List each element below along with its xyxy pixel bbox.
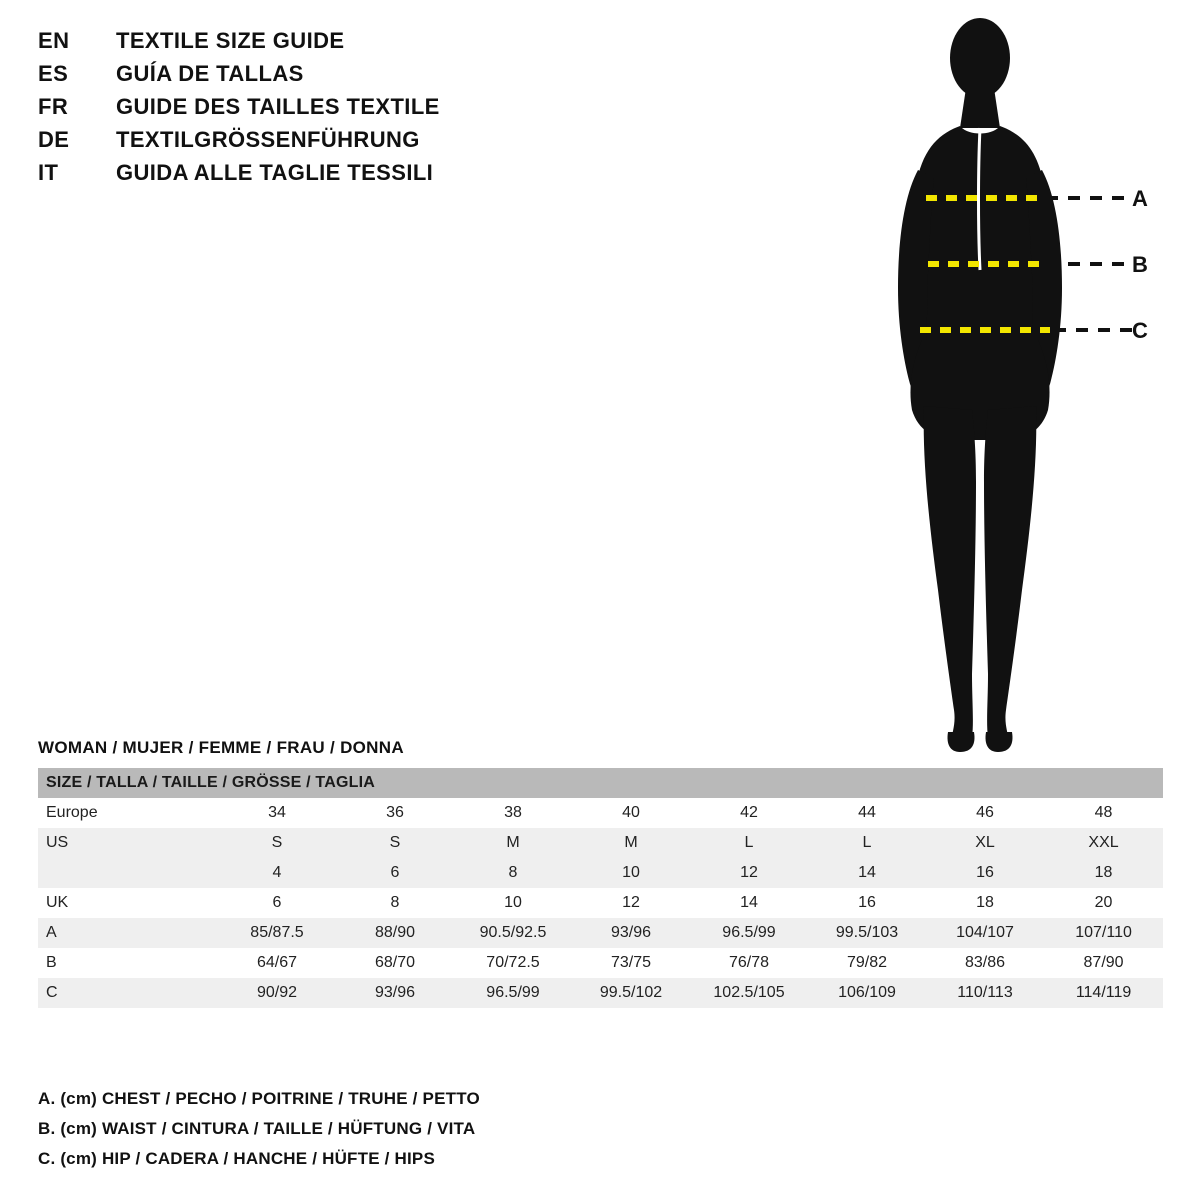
cell: 8: [454, 858, 572, 888]
cell: 40: [572, 798, 690, 828]
cell: 102.5/105: [690, 978, 808, 1008]
cell: S: [336, 828, 454, 858]
legend-line-b: B. (cm) WAIST / CINTURA / TAILLE / HÜFTUNG / VITA: [38, 1119, 476, 1138]
title-row: [38, 94, 658, 127]
table-header-row: [38, 768, 1163, 798]
measure-label-a: A: [1132, 186, 1148, 211]
cell: 68/70: [336, 948, 454, 978]
cell: 114/119: [1044, 978, 1163, 1008]
title-row: [38, 61, 658, 94]
cell: 16: [808, 888, 926, 918]
cell: 73/75: [572, 948, 690, 978]
table-row: [38, 828, 1163, 858]
cell: 4: [218, 858, 336, 888]
cell: 12: [690, 858, 808, 888]
row-label: Europe: [38, 798, 218, 828]
group-title: WOMAN / MUJER / FEMME / FRAU / DONNA: [38, 738, 404, 757]
cell: 18: [926, 888, 1044, 918]
cell: 96.5/99: [454, 978, 572, 1008]
row-label: B: [38, 948, 218, 978]
table-row: [38, 888, 1163, 918]
legend-line-a: A. (cm) CHEST / PECHO / POITRINE / TRUHE / PETTO: [38, 1089, 480, 1108]
table-row: [38, 798, 1163, 828]
cell: 88/90: [336, 918, 454, 948]
table-row: [38, 918, 1163, 948]
cell: 12: [572, 888, 690, 918]
cell: S: [218, 828, 336, 858]
cell: 87/90: [1044, 948, 1163, 978]
cell: L: [808, 828, 926, 858]
title-text: TEXTILGRÖSSENFÜHRUNG: [116, 127, 420, 152]
title-row: [38, 127, 658, 160]
cell: 90.5/92.5: [454, 918, 572, 948]
cell: 14: [808, 858, 926, 888]
cell: XXL: [1044, 828, 1163, 858]
cell: 14: [690, 888, 808, 918]
title-row: [38, 160, 658, 193]
title-text: GUIDA ALLE TAGLIE TESSILI: [116, 160, 434, 185]
cell: 20: [1044, 888, 1163, 918]
title-lang-code: EN: [38, 28, 70, 53]
measure-label-b: B: [1132, 252, 1148, 277]
cell: 8: [336, 888, 454, 918]
cell: 10: [572, 858, 690, 888]
title-text: GUÍA DE TALLAS: [116, 61, 304, 86]
cell: 83/86: [926, 948, 1044, 978]
body-figure: [860, 10, 1190, 770]
title-row: [38, 28, 658, 61]
row-label: US: [38, 828, 218, 858]
title-lang-code: FR: [38, 94, 69, 119]
row-label: A: [38, 918, 218, 948]
cell: 44: [808, 798, 926, 828]
cell: 104/107: [926, 918, 1044, 948]
cell: 110/113: [926, 978, 1044, 1008]
cell: 96.5/99: [690, 918, 808, 948]
cell: 10: [454, 888, 572, 918]
cell: L: [690, 828, 808, 858]
cell: 16: [926, 858, 1044, 888]
cell: 107/110: [1044, 918, 1163, 948]
cell: 48: [1044, 798, 1163, 828]
size-table-section: [38, 738, 1163, 1008]
cell: 93/96: [572, 918, 690, 948]
table-row: [38, 948, 1163, 978]
cell: 79/82: [808, 948, 926, 978]
cell: 106/109: [808, 978, 926, 1008]
title-lang-code: IT: [38, 160, 59, 185]
cell: 70/72.5: [454, 948, 572, 978]
cell: 34: [218, 798, 336, 828]
cell: 76/78: [690, 948, 808, 978]
table-header-label: SIZE / TALLA / TAILLE / GRÖSSE / TAGLIA: [38, 768, 1163, 798]
cell: 93/96: [336, 978, 454, 1008]
cell: XL: [926, 828, 1044, 858]
legend-line-c: C. (cm) HIP / CADERA / HANCHE / HÜFTE / HIPS: [38, 1149, 436, 1168]
cell: 36: [336, 798, 454, 828]
legend-block: [38, 1090, 738, 1180]
title-text: TEXTILE SIZE GUIDE: [116, 28, 345, 53]
cell: 18: [1044, 858, 1163, 888]
table-row: [38, 858, 1163, 888]
cell: 85/87.5: [218, 918, 336, 948]
row-label: C: [38, 978, 218, 1008]
row-label: UK: [38, 888, 218, 918]
cell: 42: [690, 798, 808, 828]
cell: 6: [218, 888, 336, 918]
cell: 99.5/103: [808, 918, 926, 948]
measure-label-c: C: [1132, 318, 1148, 343]
cell: 99.5/102: [572, 978, 690, 1008]
cell: 38: [454, 798, 572, 828]
row-label: [38, 858, 218, 888]
title-lang-code: DE: [38, 127, 70, 152]
title-block: [38, 28, 658, 193]
female-silhouette-icon: [860, 10, 1190, 770]
title-lang-code: ES: [38, 61, 69, 86]
cell: 6: [336, 858, 454, 888]
table-row: [38, 978, 1163, 1008]
cell: 90/92: [218, 978, 336, 1008]
cell: M: [572, 828, 690, 858]
size-table: [38, 768, 1163, 1008]
cell: 46: [926, 798, 1044, 828]
cell: 64/67: [218, 948, 336, 978]
cell: M: [454, 828, 572, 858]
title-text: GUIDE DES TAILLES TEXTILE: [116, 94, 440, 119]
